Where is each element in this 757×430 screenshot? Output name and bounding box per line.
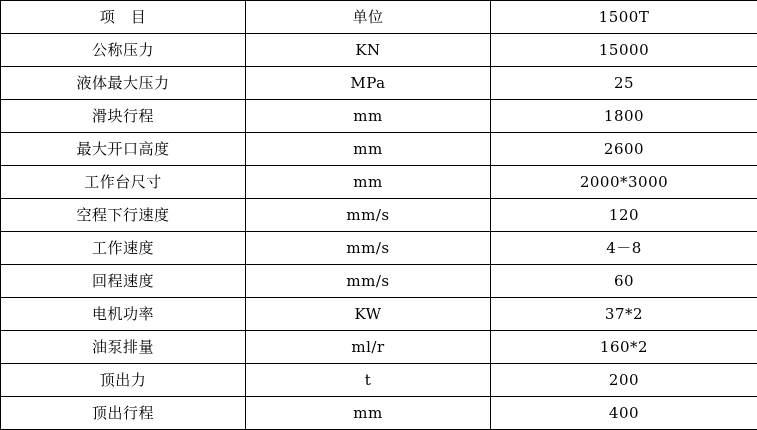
cell-unit: KN: [246, 34, 491, 67]
cell-value: 2600: [491, 133, 757, 166]
table-row: [1, 166, 757, 199]
cell-value: 25: [491, 67, 757, 100]
cell-value: 120: [491, 199, 757, 232]
table-row: [1, 232, 757, 265]
table-row: [1, 100, 757, 133]
cell-value: 160*2: [491, 331, 757, 364]
cell-unit: ml/r: [246, 331, 491, 364]
cell-value: 4－8: [491, 232, 757, 265]
cell-item: 电机功率: [1, 298, 246, 331]
cell-item: 工作台尺寸: [1, 166, 246, 199]
cell-item: 顶出行程: [1, 397, 246, 430]
table-row: [1, 364, 757, 397]
header-unit: 单位: [246, 1, 491, 34]
header-item: 项 目: [1, 1, 246, 34]
cell-unit: mm: [246, 133, 491, 166]
cell-unit: MPa: [246, 67, 491, 100]
cell-item: 回程速度: [1, 265, 246, 298]
table-row: [1, 34, 757, 67]
cell-unit: mm/s: [246, 232, 491, 265]
cell-value: 400: [491, 397, 757, 430]
cell-unit: t: [246, 364, 491, 397]
cell-item: 顶出力: [1, 364, 246, 397]
table-header-row: [1, 1, 757, 34]
cell-item: 工作速度: [1, 232, 246, 265]
cell-item: 公称压力: [1, 34, 246, 67]
cell-value: 1800: [491, 100, 757, 133]
cell-unit: mm/s: [246, 265, 491, 298]
cell-item: 空程下行速度: [1, 199, 246, 232]
cell-unit: mm/s: [246, 199, 491, 232]
cell-item: 油泵排量: [1, 331, 246, 364]
table-row: [1, 397, 757, 430]
table-row: [1, 265, 757, 298]
cell-item: 液体最大压力: [1, 67, 246, 100]
cell-value: 15000: [491, 34, 757, 67]
cell-value: 37*2: [491, 298, 757, 331]
table-row: [1, 298, 757, 331]
cell-unit: mm: [246, 166, 491, 199]
table-row: [1, 67, 757, 100]
cell-unit: mm: [246, 397, 491, 430]
cell-unit: KW: [246, 298, 491, 331]
table-row: [1, 199, 757, 232]
cell-unit: mm: [246, 100, 491, 133]
cell-value: 200: [491, 364, 757, 397]
table-row: [1, 331, 757, 364]
cell-value: 2000*3000: [491, 166, 757, 199]
cell-value: 60: [491, 265, 757, 298]
cell-item: 滑块行程: [1, 100, 246, 133]
header-model: 1500T: [491, 1, 757, 34]
table-row: [1, 133, 757, 166]
cell-item: 最大开口高度: [1, 133, 246, 166]
